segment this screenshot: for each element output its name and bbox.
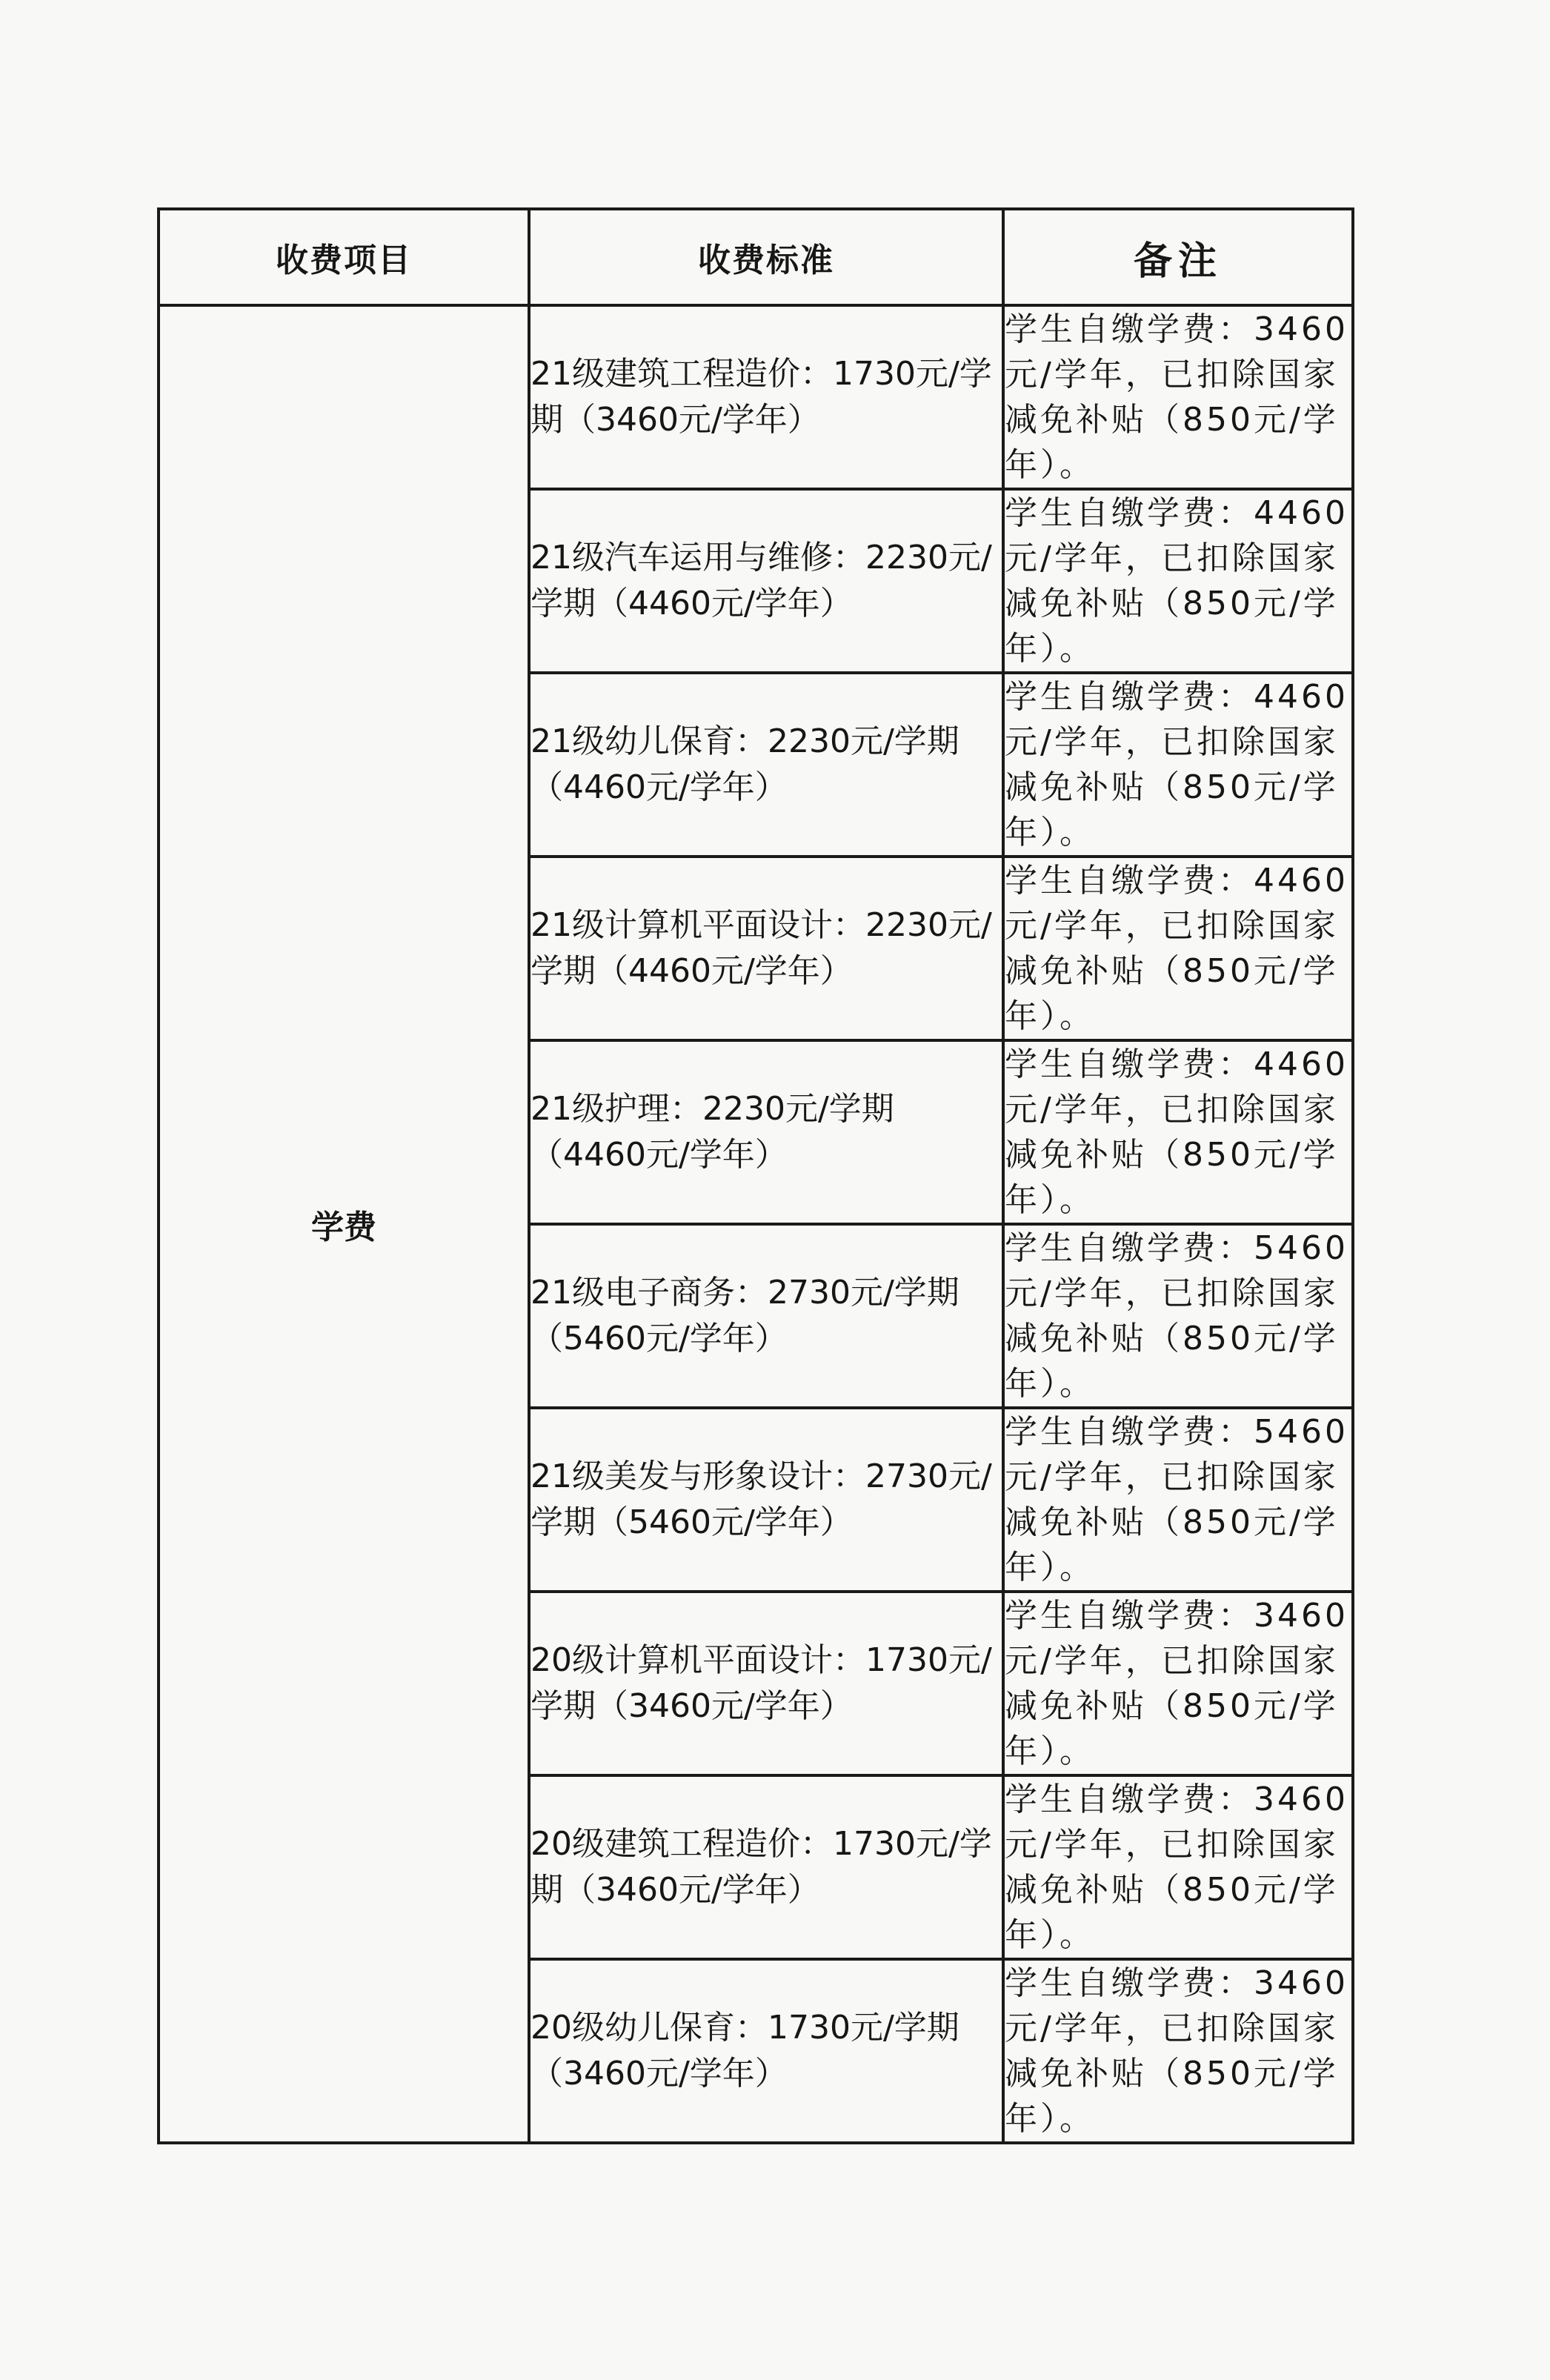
standard-cell: 21级建筑工程造价：1730元/学期（3460元/学年） (529, 305, 1003, 489)
header-remark: 备注 (1003, 209, 1353, 305)
table-row (159, 305, 1353, 489)
standard-cell: 20级幼儿保育：1730元/学期（3460元/学年） (529, 1959, 1003, 2143)
standard-cell: 21级护理：2230元/学期（4460元/学年） (529, 1040, 1003, 1224)
remark-cell: 学生自缴学费：3460元/学年，已扣除国家减免补贴（850元/学年）。 (1003, 1959, 1353, 2143)
remark-cell: 学生自缴学费：5460元/学年，已扣除国家减免补贴（850元/学年）。 (1003, 1224, 1353, 1408)
remark-cell: 学生自缴学费：5460元/学年，已扣除国家减免补贴（850元/学年）。 (1003, 1408, 1353, 1592)
fee-table (157, 207, 1354, 2144)
standard-cell: 21级电子商务：2730元/学期（5460元/学年） (529, 1224, 1003, 1408)
standard-cell: 20级计算机平面设计：1730元/学期（3460元/学年） (529, 1592, 1003, 1775)
standard-cell: 21级美发与形象设计：2730元/学期（5460元/学年） (529, 1408, 1003, 1592)
remark-cell: 学生自缴学费：3460元/学年，已扣除国家减免补贴（850元/学年）。 (1003, 305, 1353, 489)
header-item: 收费项目 (159, 209, 529, 305)
item-cell-tuition: 学费 (159, 305, 529, 2143)
remark-cell: 学生自缴学费：3460元/学年，已扣除国家减免补贴（850元/学年）。 (1003, 1775, 1353, 1959)
standard-cell: 21级汽车运用与维修：2230元/学期（4460元/学年） (529, 489, 1003, 673)
standard-cell: 21级幼儿保育：2230元/学期（4460元/学年） (529, 673, 1003, 857)
table-body (159, 305, 1353, 2143)
table-header-row (159, 209, 1353, 305)
remark-cell: 学生自缴学费：4460元/学年，已扣除国家减免补贴（850元/学年）。 (1003, 857, 1353, 1040)
remark-cell: 学生自缴学费：4460元/学年，已扣除国家减免补贴（850元/学年）。 (1003, 673, 1353, 857)
remark-cell: 学生自缴学费：4460元/学年，已扣除国家减免补贴（850元/学年）。 (1003, 1040, 1353, 1224)
standard-cell: 21级计算机平面设计：2230元/学期（4460元/学年） (529, 857, 1003, 1040)
remark-cell: 学生自缴学费：3460元/学年，已扣除国家减免补贴（850元/学年）。 (1003, 1592, 1353, 1775)
header-standard: 收费标准 (529, 209, 1003, 305)
standard-cell: 20级建筑工程造价：1730元/学期（3460元/学年） (529, 1775, 1003, 1959)
remark-cell: 学生自缴学费：4460元/学年，已扣除国家减免补贴（850元/学年）。 (1003, 489, 1353, 673)
